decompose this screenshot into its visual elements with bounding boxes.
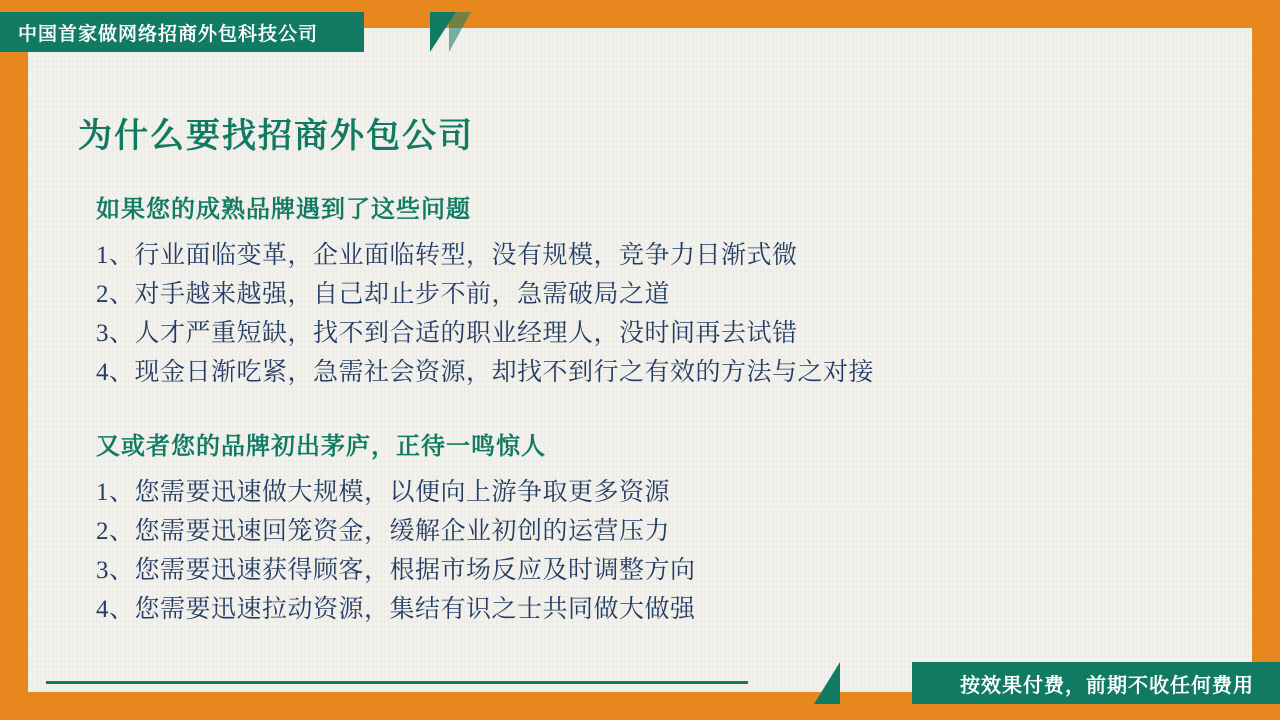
list-item: 1、您需要迅速做大规模，以便向上游争取更多资源 [96,479,671,506]
section-heading-2: 又或者您的品牌初出茅庐，正待一鸣惊人 [96,433,546,460]
section-heading-1: 如果您的成熟品牌遇到了这些问题 [96,196,471,223]
list-item: 1、行业面临变革，企业面临转型，没有规模，竞争力日渐式微 [96,242,798,269]
slide-content [78,108,1198,629]
top-banner-text: 中国首家做网络招商外包科技公司 [18,23,319,45]
list-item: 2、您需要迅速回笼资金，缓解企业初创的运营压力 [96,518,671,545]
list-item: 3、人才严重短缺，找不到合适的职业经理人，没时间再去试错 [96,320,798,347]
top-banner-notch [430,12,456,52]
page-title: 为什么要找招商外包公司 [78,117,474,155]
section-spacer [78,392,1198,426]
bottom-banner-text: 按效果付费，前期不收任何费用 [960,674,1254,697]
list-item: 4、现金日渐吃紧，急需社会资源，却找不到行之有效的方法与之对接 [96,359,875,386]
list-item: 3、您需要迅速获得顾客，根据市场反应及时调整方向 [96,557,696,584]
bottom-banner [912,662,1280,704]
list-item: 2、对手越来越强，自己却止步不前，急需破局之道 [96,281,671,308]
bottom-divider [46,681,748,684]
section-list-2 [96,473,1198,629]
bottom-banner-notch [814,662,840,704]
section-list-1 [96,236,1198,392]
list-item: 4、您需要迅速拉动资源，集结有识之士共同做大做强 [96,596,696,623]
top-banner [0,12,364,52]
